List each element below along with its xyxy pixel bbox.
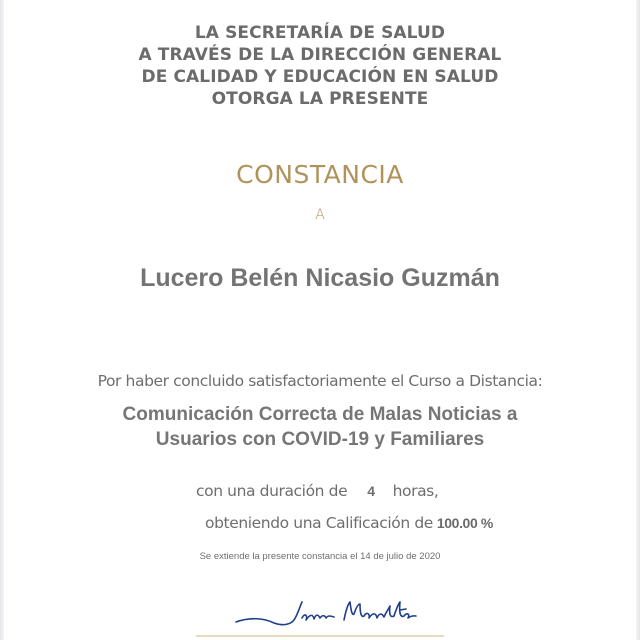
duration-hours: 4 [367,483,375,499]
header-line: OTORGA LA PRESENTE [211,89,429,109]
grade-value: 100.00 % [436,515,493,531]
duration-prefix: con una duración de [196,482,348,500]
course-title-line: Usuarios con COVID-19 y Familiares [155,429,485,450]
certificate-title: CONSTANCIA [236,160,404,189]
signature-icon [230,596,430,630]
reason-text: Por haber concluido satisfactoriamente el Curso a Distancia: [97,372,543,390]
to-label: A [315,207,325,223]
header-line: A TRAVÉS DE LA DIRECCIÓN GENERAL [138,45,502,65]
course-title-line: Comunicación Correcta de Malas Noticias a [122,404,518,425]
duration-line [196,482,438,500]
issued-date-text: Se extiende la presente constancia el 14 de julio de 2020 [199,551,441,562]
header-line: DE CALIDAD Y EDUCACIÓN EN SALUD [141,67,499,87]
grade-prefix: obteniendo una Calificación de [205,514,433,532]
recipient-name: Lucero Belén Nicasio Guzmán [140,264,500,292]
course-title [0,402,640,452]
signature-line [196,635,444,637]
grade-line [205,514,493,532]
duration-suffix: horas, [392,482,439,500]
issuer-header [0,22,640,110]
header-line: LA SECRETARÍA DE SALUD [194,23,446,43]
